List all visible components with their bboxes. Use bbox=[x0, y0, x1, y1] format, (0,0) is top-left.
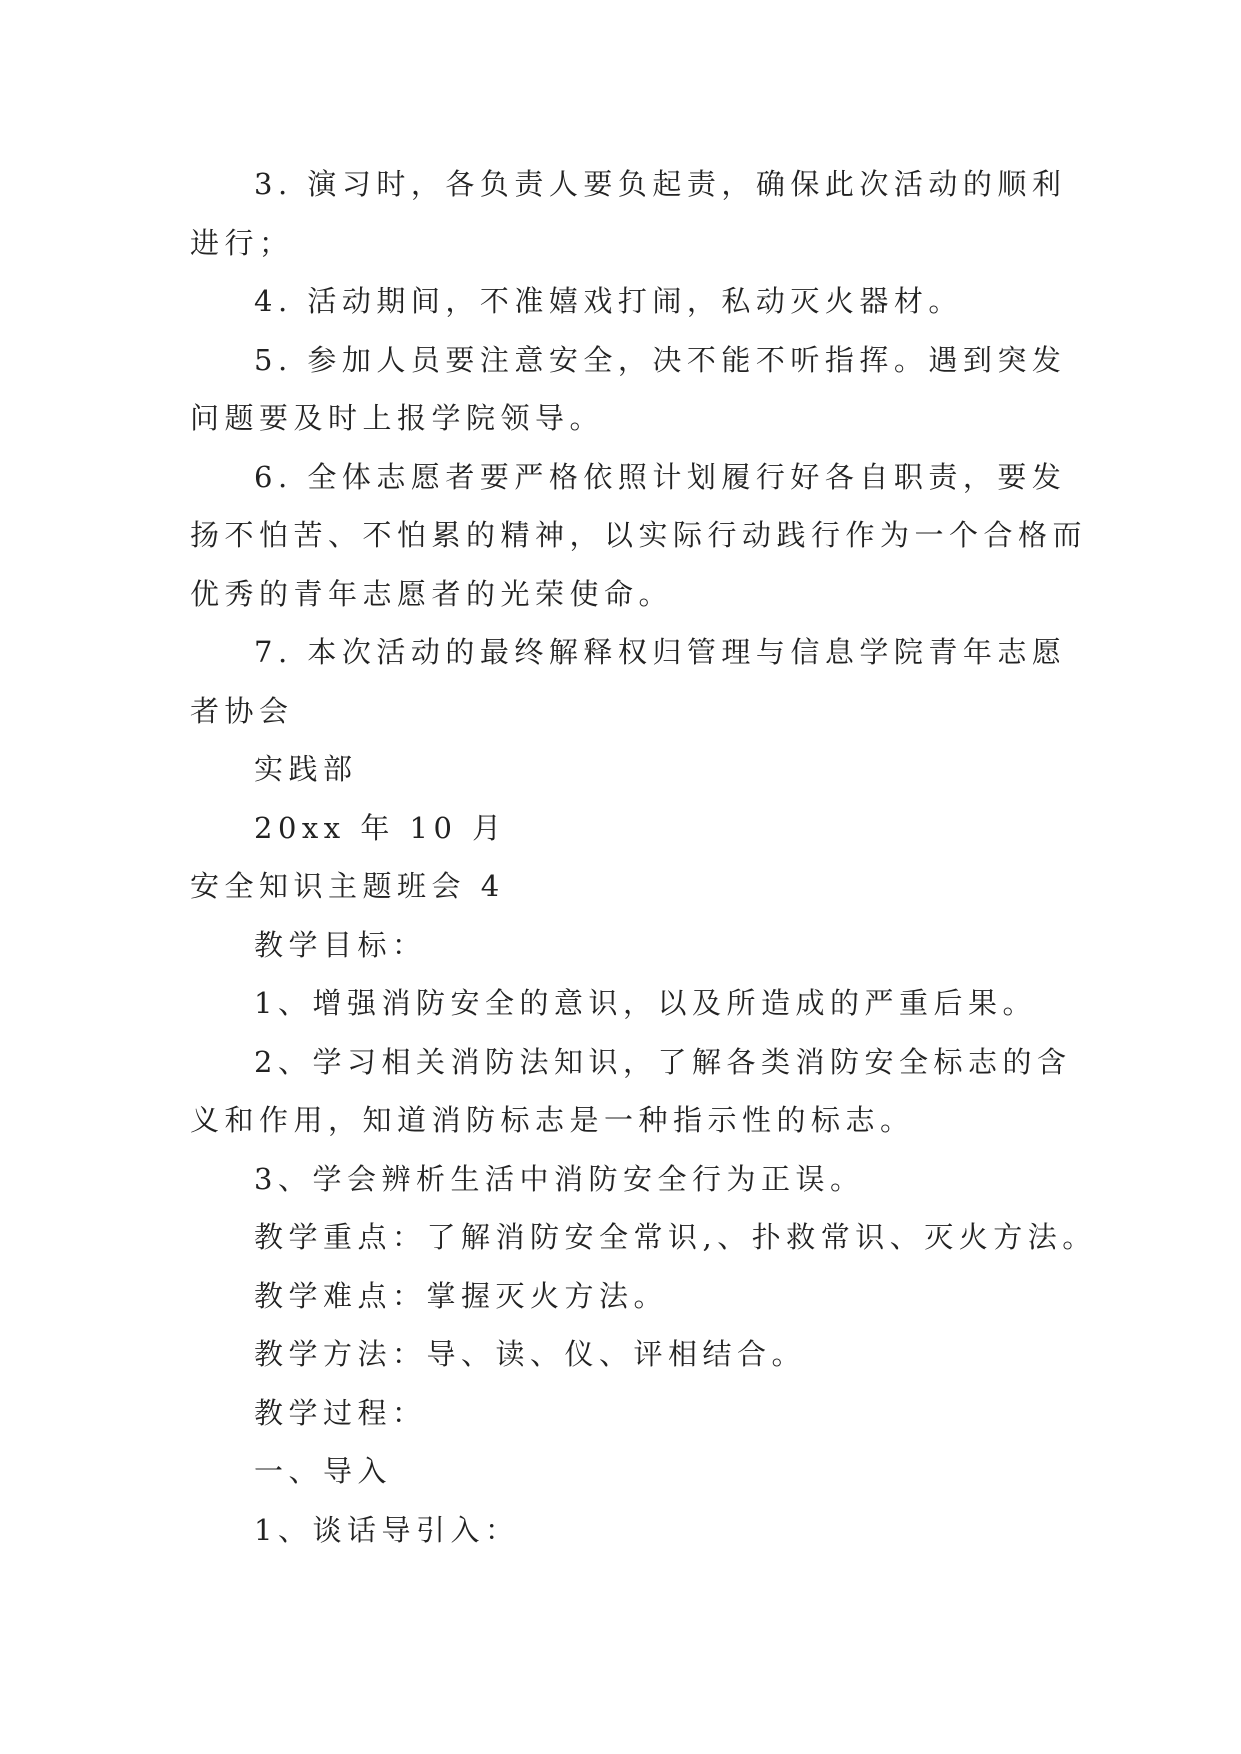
text-line: 教学重点：了解消防安全常识,、扑救常识、灭火方法。 bbox=[254, 1220, 1097, 1254]
text-line: 安全知识主题班会 4 bbox=[190, 869, 505, 903]
text-line: 进行； bbox=[190, 225, 294, 260]
text-line: 3、学会辨析生活中消防安全行为正误。 bbox=[254, 1161, 865, 1196]
text-line: 问题要及时上报学院领导。 bbox=[190, 401, 605, 435]
text-line: 教学方法：导、读、仪、评相结合。 bbox=[254, 1337, 807, 1371]
text-line: 3. 演习时，各负责人要负起责，确保此次活动的顺利 bbox=[254, 167, 1067, 201]
text-line: 1、增强消防安全的意识，以及所造成的严重后果。 bbox=[254, 986, 1037, 1020]
document-body bbox=[190, 155, 1097, 1559]
text-line: 扬不怕苦、不怕累的精神，以实际行动践行作为一个合格而 bbox=[190, 518, 1088, 552]
text-line: 2、学习相关消防法知识，了解各类消防安全标志的含 bbox=[254, 1044, 1072, 1079]
text-line: 优秀的青年志愿者的光荣使命。 bbox=[190, 576, 674, 611]
text-line: 实践部 bbox=[254, 752, 358, 786]
text-line: 教学过程： bbox=[254, 1395, 427, 1430]
text-line: 20xx 年 10 月 bbox=[254, 810, 507, 845]
text-line: 一、导入 bbox=[254, 1454, 393, 1488]
text-line: 6. 全体志愿者要严格依照计划履行好各自职责，要发 bbox=[254, 459, 1067, 494]
text-line: 义和作用，知道消防标志是一种指示性的标志。 bbox=[190, 1103, 915, 1137]
text-line: 教学难点：掌握灭火方法。 bbox=[254, 1278, 669, 1313]
text-line: 1、谈话导引入： bbox=[254, 1512, 520, 1547]
text-line: 者协会 bbox=[190, 693, 294, 728]
text-line: 7. 本次活动的最终解释权归管理与信息学院青年志愿 bbox=[254, 635, 1067, 669]
text-line: 4. 活动期间，不准嬉戏打闹，私动灭火器材。 bbox=[254, 284, 963, 318]
text-line: 5. 参加人员要注意安全，决不能不听指挥。遇到突发 bbox=[254, 342, 1067, 377]
text-line: 教学目标： bbox=[254, 927, 427, 962]
